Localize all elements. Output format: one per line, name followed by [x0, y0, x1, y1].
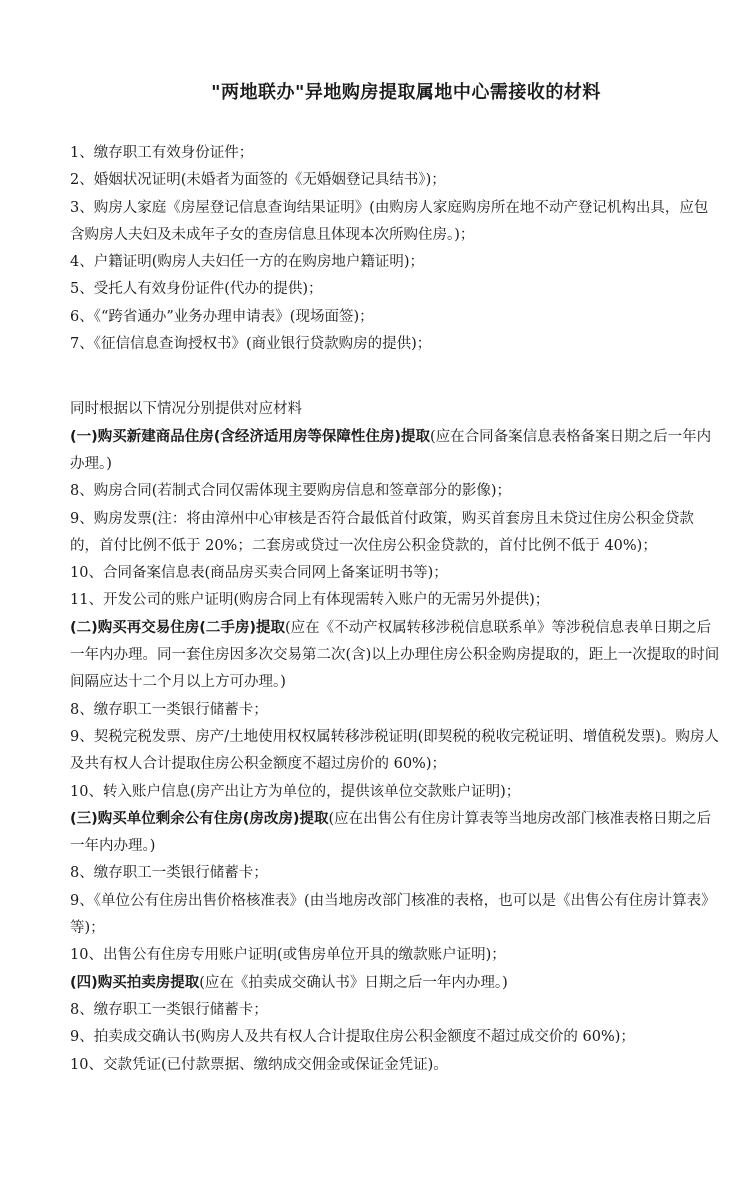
general-item-1: 1、缴存职工有效身份证件；: [70, 145, 254, 161]
general-item-2: 2、婚姻状况证明(未婚者为面签的《无婚姻登记具结书》)；: [70, 172, 446, 189]
section-note: (应在合同备案信息表格备案日期之后一年内办理。): [70, 428, 712, 472]
section-heading-paragraph: [70, 970, 722, 997]
general-materials-list: [70, 140, 722, 358]
general-item-4: 4、户籍证明(购房人夫妇任一方的在购房地户籍证明)；: [70, 254, 425, 271]
section-note: (应在《不动产权属转移涉税信息联系单》等涉税信息表单日期之后一年内办理。同一套住房因多次交易第二次(含)以上办理住房公积金购房提取的，距上一次提取的时间间隔应达十二个月以上方可办理。): [70, 619, 720, 691]
section-item: 10、交款凭证(已付款票据、缴纳成交佣金或保证金凭证)。: [70, 1056, 448, 1073]
section-item: 8、购房合同(若制式合同仅需体现主要购房信息和签章部分的影像)；: [70, 483, 512, 500]
section-note: (应在《拍卖成交确认书》日期之后一年内办理。): [199, 974, 508, 991]
section-item: 8、缴存职工一类银行储蓄卡；: [70, 701, 268, 718]
section-heading-paragraph: [70, 806, 722, 861]
section-heading: (二)购买再交易住房(二手房)提取: [70, 619, 286, 636]
section-heading-paragraph: [70, 424, 722, 479]
section-item: 9、拍卖成交确认书(购房人及共有权人合计提取住房公积金额度不超过成交价的 60%)；: [70, 1029, 635, 1046]
section-item: 9、契税完税发票、房产/土地使用权权属转移涉税证明(即契税的税收完税证明、增值税发票)。购房人及共有权人合计提取住房公积金额度不超过房价的 60%)；: [70, 728, 719, 773]
section-heading-paragraph: [70, 615, 722, 697]
section-item: 10、出售公有住房专用账户证明(或售房单位开具的缴款账户证明)；: [70, 947, 506, 964]
section-item: 11、开发公司的账户证明(购房合同上有体现需转入账户的无需另外提供)；: [70, 592, 550, 609]
section-item: 9、《单位公有住房出售价格核准表》(由当地房改部门核准的表格，也可以是《出售公有住房计算表》等)；: [70, 892, 716, 937]
document-title: "两地联办"异地购房提取属地中心需接收的材料: [211, 82, 601, 103]
section-heading: (一)购买新建商品住房(含经济适用房等保障性住房)提取: [70, 428, 431, 445]
general-item-3: 3、购房人家庭《房屋登记信息查询结果证明》(由购房人家庭购房所在地不动产登记机构出具，应包含购房人夫妇及未成年子女的查房信息且体现本次所购住房。)；: [70, 199, 709, 243]
section-heading: (三)购买单位剩余公有住房(房改房)提取: [70, 810, 329, 827]
section-auction-housing: [70, 970, 722, 1079]
general-item-7: 7、《征信信息查询授权书》(商业银行贷款购房的提供)；: [70, 336, 432, 353]
section-item: 8、缴存职工一类银行储蓄卡；: [70, 1001, 268, 1018]
general-item-5: 5、受托人有效身份证件(代办的提供)；: [70, 281, 323, 298]
general-item-6: 6、《“跨省通办”业务办理申请表》(现场面签)；: [70, 308, 374, 325]
section-new-housing: [70, 424, 722, 615]
section-item: 10、转入账户信息(房产出让方为单位的，提供该单位交款账户证明)；: [70, 783, 521, 800]
section-note: (应在出售公有住房计算表等当地房改部门核准表格日期之后一年内办理。): [70, 810, 712, 855]
intro-text: 同时根据以下情况分别提供对应材料: [70, 401, 302, 418]
section-item: 8、缴存职工一类银行储蓄卡；: [70, 865, 268, 882]
section-public-housing: [70, 806, 722, 970]
section-item: 9、购房发票(注：将由漳州中心审核是否符合最低首付政策，购买首套房且未贷过住房公积金贷款的，首付比例不低于 20%；二套房或贷过一次住房公积金贷款的，首付比例不低于 40%)；: [70, 510, 694, 554]
section-second-hand-housing: [70, 615, 722, 806]
section-item: 10、合同备案信息表(商品房买卖合同网上备案证明书等)；: [70, 565, 448, 582]
section-heading: (四)购买拍卖房提取: [70, 974, 200, 991]
